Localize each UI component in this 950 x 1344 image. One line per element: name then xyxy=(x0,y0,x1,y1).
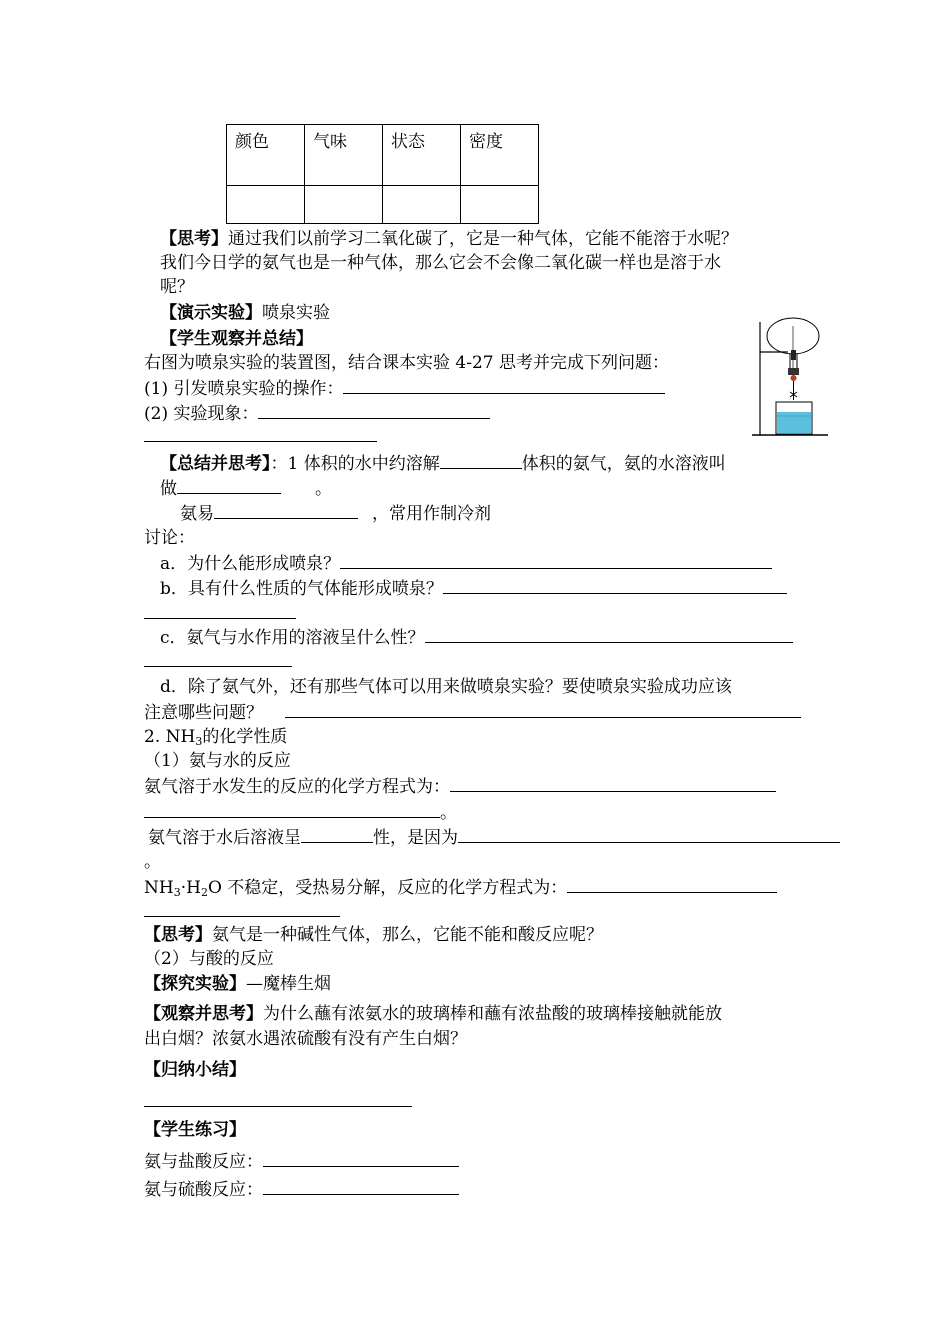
properties-table xyxy=(226,124,539,224)
discussion-item-d xyxy=(144,701,801,724)
table-answer-row xyxy=(227,186,539,224)
answer-blank[interactable] xyxy=(144,1106,412,1107)
table-answer-cell[interactable] xyxy=(383,186,461,224)
summary-text: ，常用作制冷剂 xyxy=(372,504,491,524)
answer-blank[interactable] xyxy=(144,441,377,442)
practice-label: 氨与硫酸反应： xyxy=(144,1180,263,1200)
equation-continuation xyxy=(144,801,457,824)
practice-label: 氨与盐酸反应： xyxy=(144,1152,263,1172)
table-answer-cell[interactable] xyxy=(461,186,539,224)
summary-line xyxy=(160,477,332,500)
answer-blank[interactable] xyxy=(144,666,292,667)
table-answer-cell[interactable] xyxy=(227,186,305,224)
summary-tag: 【总结并思考】 xyxy=(160,454,271,474)
subsection-title: （2）与酸的反应 xyxy=(144,949,274,969)
explore-text: —魔棒生烟 xyxy=(246,974,331,994)
discussion-text: c．氨气与水作用的溶液呈什么性？ xyxy=(160,628,425,648)
summary-text: 氨易 xyxy=(180,504,214,524)
discussion-item-d: d．除了氨气外，还有那些气体可以用来做喷泉实验？要使喷泉实验成功应该 xyxy=(160,677,732,697)
think-tag: 【思考】 xyxy=(160,229,228,249)
practice-h2so4 xyxy=(144,1178,459,1201)
subscript: 3 xyxy=(173,886,181,899)
solution-text: 氨气溶于水后溶液呈 xyxy=(148,828,301,848)
discussion-item-b xyxy=(160,577,787,600)
answer-blank[interactable] xyxy=(425,626,793,643)
discussion-text: a．为什么能形成喷泉？ xyxy=(160,554,341,574)
discussion-text: 注意哪些问题？ xyxy=(144,703,263,723)
answer-blank[interactable] xyxy=(567,876,777,893)
table-header-cell: 气味 xyxy=(305,125,383,186)
think-paragraph-line: 呢？ xyxy=(160,277,194,297)
discussion-item-c xyxy=(160,626,793,649)
demo-text: 喷泉实验 xyxy=(262,303,330,323)
table-header-row xyxy=(227,125,539,186)
think-paragraph-line xyxy=(160,228,738,250)
answer-blank[interactable] xyxy=(343,377,665,394)
summary-text: 。 xyxy=(315,479,332,499)
equation-question xyxy=(144,775,776,798)
observe-think-line: 出白烟？浓氨水遇浓硫酸有没有产生白烟？ xyxy=(144,1029,467,1049)
period: 。 xyxy=(144,852,161,872)
subscript: 3 xyxy=(195,735,203,748)
question-1-label: (1) 引发喷泉实验的操作： xyxy=(144,379,344,399)
summary-text: 体积的氨气，氨的水溶液叫 xyxy=(521,454,726,474)
question-2-label: (2) 实验现象： xyxy=(144,404,259,424)
answer-blank[interactable] xyxy=(144,916,340,917)
table-header-cell: 密度 xyxy=(461,125,539,186)
summary-text: ：1 体积的水中约溶解 xyxy=(270,454,440,474)
table-header-cell: 状态 xyxy=(383,125,461,186)
section-title-text: 的化学性质 xyxy=(202,727,288,747)
question-1 xyxy=(144,377,665,400)
conclusion-heading: 【归纳小结】 xyxy=(144,1060,246,1080)
discussion-item-a xyxy=(160,552,772,575)
discussion-label: 讨论： xyxy=(144,528,195,548)
demo-tag: 【演示实验】 xyxy=(160,303,262,323)
section-title-text: 2. NH xyxy=(144,727,196,747)
solution-question xyxy=(148,826,840,849)
formula-text: ·H xyxy=(180,878,201,898)
subscript: 2 xyxy=(200,886,208,899)
answer-blank[interactable] xyxy=(301,826,373,843)
period: 。 xyxy=(440,803,457,823)
explore-tag: 【探究实验】 xyxy=(144,974,246,994)
solution-text: 性，是因为 xyxy=(373,828,458,848)
table-answer-cell[interactable] xyxy=(305,186,383,224)
think-paragraph-line: 我们今日学的氨气也是一种气体，那么它会不会像二氧化碳一样也是溶于水 xyxy=(160,253,721,273)
answer-blank[interactable] xyxy=(214,502,358,519)
summary-text: 做 xyxy=(160,479,177,499)
answer-blank[interactable] xyxy=(177,477,281,494)
answer-blank[interactable] xyxy=(285,701,801,718)
summary-line xyxy=(180,502,491,525)
subsection-title: （1）氨与水的反应 xyxy=(144,751,291,771)
formula-text: NH xyxy=(144,878,174,898)
decomposition-text: O 不稳定，受热易分解，反应的化学方程式为： xyxy=(207,878,568,898)
explore-line xyxy=(144,973,331,995)
observe-text: 为什么蘸有浓氨水的玻璃棒和蘸有浓盐酸的玻璃棒接触就能放 xyxy=(263,1004,722,1024)
answer-blank[interactable] xyxy=(450,775,776,792)
answer-blank[interactable] xyxy=(440,452,522,469)
summary-line xyxy=(160,452,726,475)
demo-line xyxy=(160,302,330,324)
intro-text: 右图为喷泉实验的装置图，结合课本实验 4-27 思考并完成下列问题： xyxy=(144,353,669,373)
fountain-apparatus-figure xyxy=(748,316,832,440)
practice-hcl xyxy=(144,1150,459,1173)
answer-blank[interactable] xyxy=(258,402,490,419)
decomposition-question xyxy=(144,876,777,904)
observe-tag: 【观察并思考】 xyxy=(144,1004,263,1024)
answer-blank[interactable] xyxy=(443,577,787,594)
think-tag: 【思考】 xyxy=(144,925,212,945)
answer-blank[interactable] xyxy=(263,1178,459,1195)
answer-blank[interactable] xyxy=(263,1150,459,1167)
answer-blank[interactable] xyxy=(340,552,772,569)
answer-blank[interactable] xyxy=(458,826,840,843)
answer-blank[interactable] xyxy=(144,801,440,818)
practice-heading: 【学生练习】 xyxy=(144,1120,246,1140)
answer-blank[interactable] xyxy=(144,618,296,619)
observe-heading: 【学生观察并总结】 xyxy=(160,329,313,349)
section-title xyxy=(144,726,287,753)
question-2 xyxy=(144,402,490,425)
equation-label: 氨气溶于水发生的反应的化学方程式为： xyxy=(144,777,450,797)
table-header-cell: 颜色 xyxy=(227,125,305,186)
discussion-text: b．具有什么性质的气体能形成喷泉？ xyxy=(160,579,443,599)
observe-think-line xyxy=(144,1003,722,1025)
think-2 xyxy=(144,924,603,946)
think-text: 通过我们以前学习二氧化碳了，它是一种气体，它能不能溶于水呢？ xyxy=(228,229,738,249)
think-text: 氨气是一种碱性气体，那么，它能不能和酸反应呢？ xyxy=(212,925,603,945)
